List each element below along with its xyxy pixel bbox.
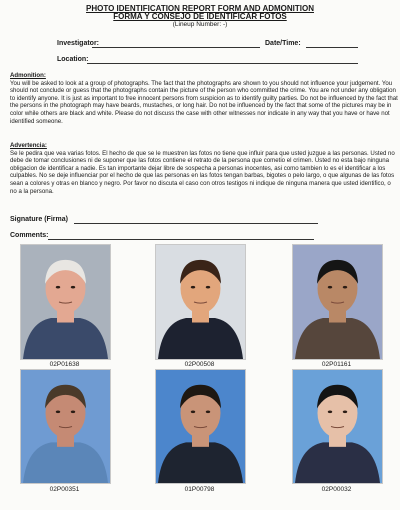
admonition-text: You will be asked to look at a group of photographs. The fact that the photographs are shown to you should not influence your judgement. You should not conclude or guess that the photographs contain the picture of the person who committed the crime. You are not under any obligation to identify anyone. It is just as important to free innocent persons from suspicion as to identify guilty parties. Do not be influenced by the fact that the persons in the photograph may have beards, mustaches, or long hair. Do not be influenced by the fact that some of the pictures may be in color while others are black and white. Please do not discuss the case with other witnesses nor indicate in any way that you have or have not identified someone.: [10, 79, 398, 125]
form-title-en: PHOTO IDENTIFICATION REPORT FORM AND ADMONITION: [86, 4, 314, 13]
lineup-number: (Lineup Number: -): [172, 21, 228, 28]
comments-field[interactable]: [48, 239, 314, 240]
suspect-photo[interactable]: [155, 369, 246, 484]
person-portrait-icon: [293, 245, 382, 359]
photo-id-label: 02P00032: [321, 486, 352, 493]
person-portrait-icon: [156, 370, 245, 483]
form-title-es: FORMA Y CONSEJO DE IDENTIFICAR FOTOS: [113, 12, 287, 21]
photo-id-label: 02P01638: [49, 361, 80, 368]
datetime-field[interactable]: [306, 47, 358, 48]
photo-id-label: 02P00351: [49, 486, 80, 493]
photo-id-label: 02P00508: [184, 361, 215, 368]
person-portrait-icon: [21, 370, 110, 483]
photo-id-label: 02P01161: [321, 361, 352, 368]
datetime-label: Date/Time:: [265, 40, 301, 47]
person-portrait-icon: [21, 245, 110, 359]
person-portrait-icon: [156, 245, 245, 359]
location-label: Location:: [57, 56, 89, 63]
suspect-photo[interactable]: [20, 244, 111, 360]
comments-label: Comments:: [10, 232, 49, 239]
person-portrait-icon: [293, 370, 382, 483]
admonition-section: [10, 72, 398, 125]
signature-field[interactable]: [74, 223, 318, 224]
suspect-photo[interactable]: [155, 244, 246, 360]
suspect-photo[interactable]: [292, 244, 383, 360]
photo-id-label: 01P00798: [184, 486, 215, 493]
advertencia-section: [10, 142, 398, 195]
advertencia-text: Se le pedira que vea varias fotos. El hecho de que se le muestren las fotos no tiene que influir para que usted juzgue a las personas. Usted no debe de tomar conclusiones ni de suponer que las fotos contiene el retrato de la persona que cometio el crimen. Usted no esta bajo ninguna obligacion de identificar a nadie. Es tan importante dejar libre de sospecha a personas inocentes, asi como tambien lo es el identificar a los culpables. No se deje influenciar por el hecho de que las personas en las fotos tengan barbas, bigotes o pelo largo, o que algunas de las fotos sean a colores y otras en blanco y negro. Por favor no discuta el caso con otros testigos ni indique de ninguna manera que usted identifico, o no a la persona.: [10, 149, 395, 195]
admonition-heading: Admonition:: [10, 72, 46, 79]
suspect-photo[interactable]: [292, 369, 383, 484]
signature-label: Signature (Firma): [10, 216, 68, 223]
advertencia-heading: Advertencia:: [10, 142, 47, 149]
suspect-photo[interactable]: [20, 369, 111, 484]
location-field[interactable]: [87, 63, 358, 64]
investigator-label: Investigator:: [57, 40, 100, 47]
investigator-field[interactable]: [92, 47, 260, 48]
